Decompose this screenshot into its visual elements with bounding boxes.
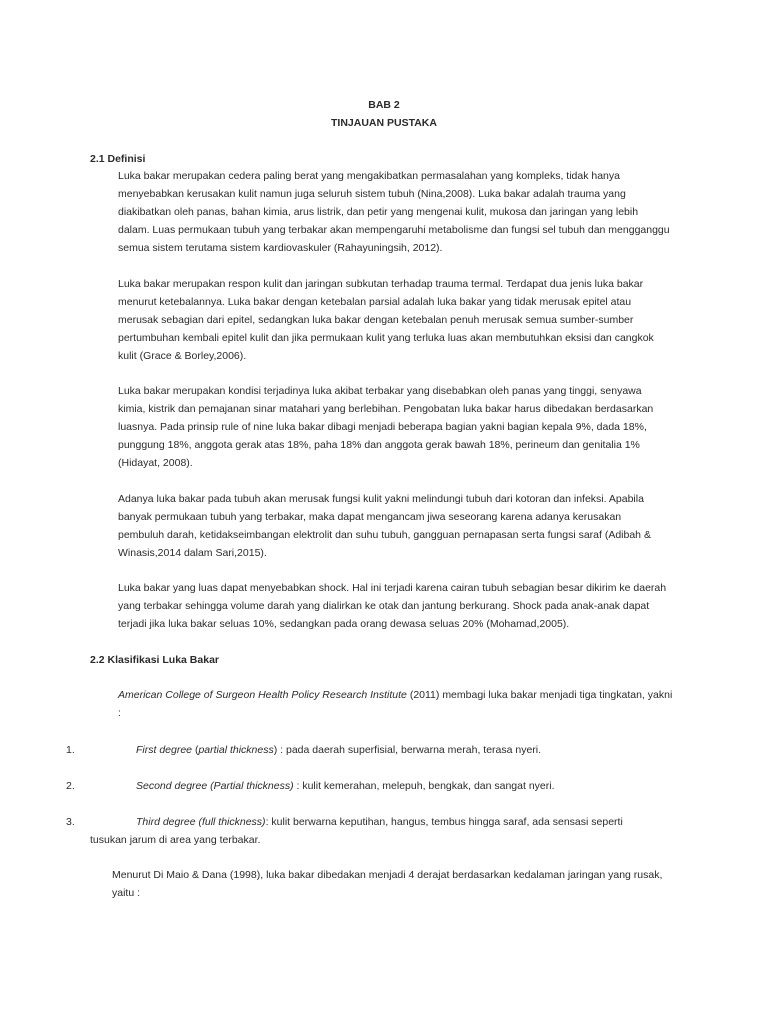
text-line: kulit (Grace & Borley,2006).	[118, 350, 247, 362]
text-line: yang terbakar sehingga volume darah yang dialirkan ke otak dan jantung berkurang. Shock pada anak-anak dapat	[118, 600, 650, 612]
chapter-title: TINJAUAN PUSTAKA	[331, 117, 437, 129]
paragraph-5	[118, 579, 667, 633]
text-line: Menurut Di Maio & Dana (1998), luka bakar dibedakan menjadi 4 derajat berdasarkan kedalaman jaringan yang rusak,	[112, 869, 663, 881]
institute-name: American College of Surgeon Health Policy Research Institute	[118, 689, 407, 701]
paragraph-1	[118, 167, 670, 257]
text-line: Luka bakar merupakan respon kulit dan jaringan subkutan terhadap trauma termal. Terdapat dua jenis luka bakar	[118, 278, 644, 290]
text-line: diakibatkan oleh panas, bahan kimia, arus listrik, dan petir yang mengenai kulit, mukosa dan jaringan yang lebih	[118, 206, 639, 218]
text-line: (Hidayat, 2008).	[118, 457, 193, 469]
text-line: Luka bakar merupakan kondisi terjadinya luka akibat terbakar yang disebabkan oleh panas yang tinggi, senyawa	[118, 385, 642, 397]
text-line: Adanya luka bakar pada tubuh akan merusak fungsi kulit yakni melindungi tubuh dari kotoran dan infeksi. Apabila	[118, 493, 644, 505]
list-number: 3.	[66, 816, 75, 828]
degree-term-paren: partial thickness	[198, 744, 274, 756]
paragraph-3	[118, 382, 656, 472]
degree-description: : kulit kemerahan, melepuh, bengkak, dan sangat nyeri.	[293, 780, 555, 792]
classification-intro	[118, 686, 673, 722]
text-line: Luka bakar yang luas dapat menyebabkan shock. Hal ini terjadi karena cairan tubuh sebagian besar dikirim ke daerah	[118, 582, 667, 594]
paragraph-4	[118, 490, 656, 562]
list-item-third-degree	[136, 813, 656, 831]
text-line: menyebabkan kerusakan kulit namun juga seluruh sistem tubuh (Nina,2008). Luka bakar adalah trauma yang	[118, 188, 626, 200]
list-item-continuation: tusukan jarum di area yang terbakar.	[90, 834, 261, 846]
text-line: dalam. Luas permukaan tubuh yang terbakar akan mempengaruhi metabolisme dan fungsi sel tubuh dan mengganggu	[118, 224, 670, 236]
text-line: Luka bakar merupakan cedera paling berat yang mengakibatkan permasalahan yang kompleks, tidak hanya	[118, 170, 620, 182]
section-heading-definisi: 2.1 Definisi	[90, 153, 146, 165]
text-line: banyak permukaan tubuh yang terbakar, maka dapat mengancam jiwa seseorang karena adanya kerusakan	[118, 511, 622, 523]
text-line: :	[118, 707, 121, 719]
section-heading-klasifikasi: 2.2 Klasifikasi Luka Bakar	[90, 654, 219, 666]
text-line: menurut ketebalannya. Luka bakar dengan ketebalan parsial adalah luka bakar yang tidak merusak epitel atau	[118, 296, 632, 308]
text-line: punggung 18%, anggota gerak atas 18%, paha 18% dan anggota gerak bawah 18%, perineum dan genitalia 1%	[118, 439, 640, 451]
text-line: kimia, kistrik dan pemajanan sinar matahari yang berlebihan. Pengobatan luka bakar harus dibedakan berdasarkan	[118, 403, 654, 415]
chapter-label: BAB 2	[368, 99, 400, 111]
text-line	[118, 686, 673, 704]
degree-description: ) : pada daerah superfisial, berwarna merah, terasa nyeri.	[273, 744, 542, 756]
text-line: terjadi jika luka bakar seluas 10%, sedangkan pada orang dewasa seluas 20% (Mohamad,2005).	[118, 618, 570, 630]
text-line: yaitu :	[112, 887, 141, 899]
degree-term: Second degree (Partial thickness)	[136, 780, 294, 792]
text-line: merusak sebagian dari epitel, sedangkan luka bakar dengan ketebalan penuh merusak semua sumber-sumber	[118, 314, 634, 326]
degree-term: First degree	[136, 744, 193, 756]
text-line: pembuluh darah, ketidakseimbangan elektrolit dan suhu tubuh, gangguan pernapasan serta fungsi saraf (Adibah &	[118, 529, 651, 541]
list-item-second-degree	[136, 777, 656, 795]
text-line: semua sistem terutama sistem kardiovaskuler (Rahayuningsih, 2012).	[118, 242, 443, 254]
text-line: Winasis,2014 dalam Sari,2015).	[118, 547, 267, 559]
paragraph-2	[118, 275, 656, 365]
list-number: 2.	[66, 780, 75, 792]
intro-text: (2011) membagi luka bakar menjadi tiga tingkatan, yakni	[406, 689, 673, 701]
degree-description: : kulit berwarna keputihan, hangus, tembus hingga saraf, ada sensasi seperti	[265, 816, 623, 828]
text-line: luasnya. Pada prinsip rule of nine luka bakar dibagi menjadi beberapa bagian yakni bagian kepala 9%, dada 18%,	[118, 421, 647, 433]
degree-term: Third degree (full thickness)	[136, 816, 266, 828]
list-item-first-degree: First degree (partial thickness) : pada daerah superfisial, berwarna merah, terasa nyeri.	[136, 744, 542, 756]
list-number: 1.	[66, 744, 75, 756]
classification-outro	[112, 866, 663, 902]
text-line: pertumbuhan kembali epitel kulit dan jika permukaan kulit yang terluka luas akan membutuhkan eksisi dan cangkok	[118, 332, 654, 344]
